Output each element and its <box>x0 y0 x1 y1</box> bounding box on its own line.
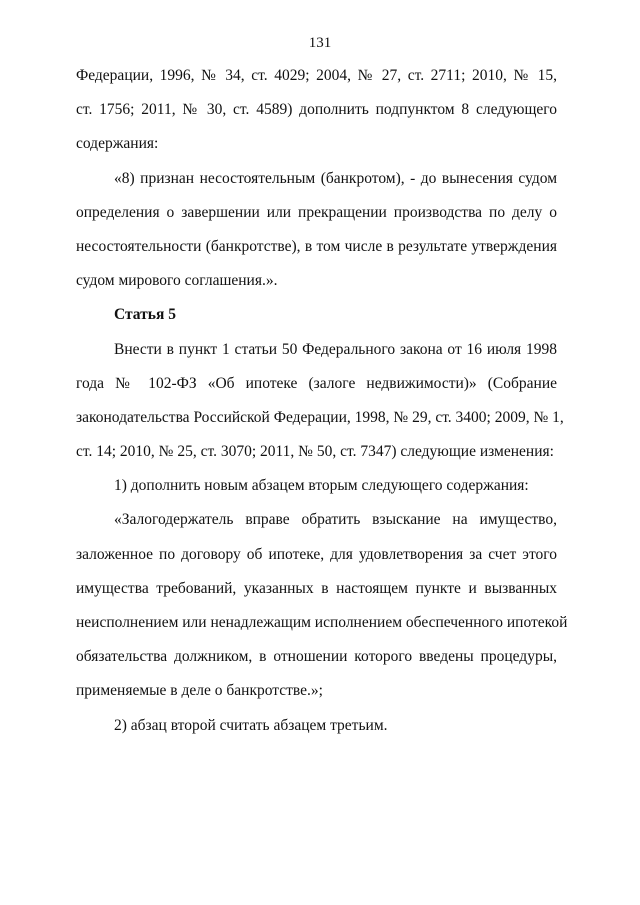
text-line: ст. 1756; 2011, № 30, ст. 4589) дополнить подпунктом 8 следующего <box>76 101 557 119</box>
text-line: Внести в пункт 1 статьи 50 Федерального закона от 16 июля 1998 <box>114 340 557 358</box>
document-body <box>76 66 568 750</box>
text-line: ст. 14; 2010, № 25, ст. 3070; 2011, № 50, ст. 7347) следующие изменения: <box>76 443 554 461</box>
text-line: «Залогодержатель вправе обратить взыскание на имущество, <box>114 511 557 529</box>
text-line: 2) абзац второй считать абзацем третьим. <box>114 716 388 734</box>
text-line: неисполнением или ненадлежащим исполнением обеспеченного ипотекой <box>76 614 568 631</box>
text-line: судом мирового соглашения.». <box>76 272 278 290</box>
text-line: применяемые в деле о банкротстве.»; <box>76 682 323 700</box>
text-line: Федерации, 1996, № 34, ст. 4029; 2004, № 27, ст. 2711; 2010, № 15, <box>76 67 557 84</box>
text-line: законодательства Российской Федерации, 1998, № 29, ст. 3400; 2009, № 1, <box>76 408 564 426</box>
page-number: 131 <box>308 35 332 51</box>
text-line: определения о завершении или прекращении производства по делу о <box>76 203 557 221</box>
article-heading: Статья 5 <box>114 306 176 324</box>
text-line: несостоятельности (банкротстве), в том числе в результате утверждения <box>76 237 557 255</box>
text-line: 1) дополнить новым абзацем вторым следующего содержания: <box>114 477 529 495</box>
text-line: имущества требований, указанных в настоящем пункте и вызванных <box>76 579 557 597</box>
text-line: «8) признан несостоятельным (банкротом), - до вынесения судом <box>114 169 557 187</box>
text-line: года № 102-ФЗ «Об ипотеке (залоге недвижимости)» (Собрание <box>76 374 557 392</box>
text-line: заложенное по договору об ипотеке, для удовлетворения за счет этого <box>76 545 557 563</box>
text-line: обязательства должником, в отношении которого введены процедуры, <box>76 648 557 666</box>
text-line: содержания: <box>76 135 159 153</box>
